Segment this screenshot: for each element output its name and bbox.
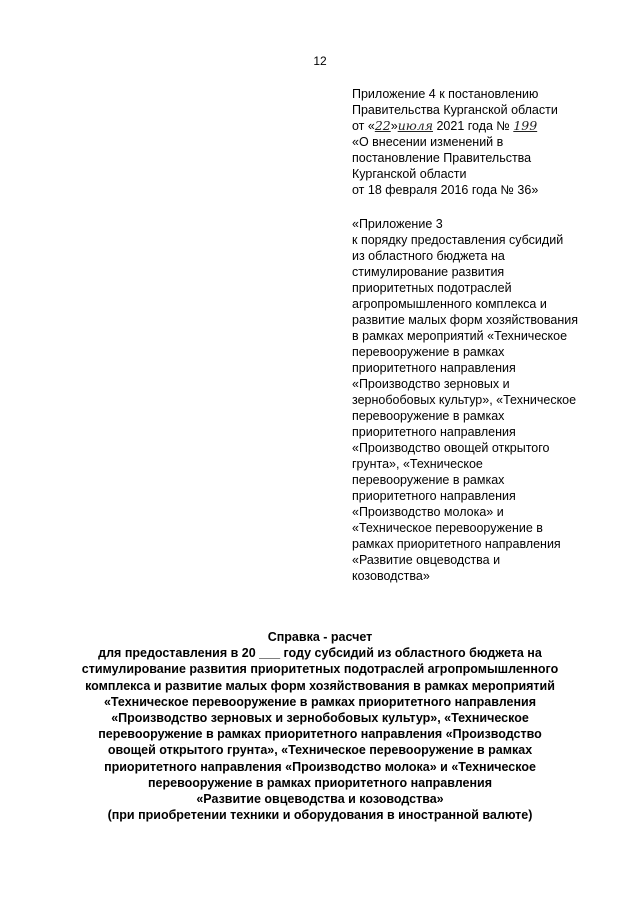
appendix-3-line: «Производство зерновых и (352, 377, 510, 391)
appendix-3-line: перевооружение в рамках (352, 345, 505, 359)
appendix-3-line: зернобобовых культур», «Техническое (352, 393, 577, 407)
title-line: овощей открытого грунта», «Техническое перевооружение в рамках (107, 743, 533, 758)
title-line: «Производство зерновых и зернобобовых культур», «Техническое (111, 710, 529, 725)
document-title (0, 629, 640, 823)
title-line: Справка - расчет (267, 630, 373, 644)
appendix-3-line: приоритетного направления (352, 489, 516, 503)
appendix-4-line: постановление Правительства (352, 151, 532, 165)
title-line: для предоставления в 20 ___ году субсидий из областного бюджета на (98, 646, 542, 661)
handwritten-day: 22 (374, 118, 391, 133)
title-line: (при приобретении техники и оборудования в иностранной валюте) (107, 808, 533, 823)
handwritten-month: июля (397, 118, 433, 133)
appendix-3-line: приоритетных подотраслей (352, 281, 512, 295)
page-number: 12 (313, 54, 327, 68)
appendix-3-line: приоритетного направления (352, 425, 516, 439)
appendix-3-line: развитие малых форм хозяйствования (352, 313, 578, 327)
title-line: перевооружение в рамках приоритетного направления «Производство (98, 727, 542, 742)
appendix-3-line: «Производство молока» и (352, 505, 504, 519)
title-line: комплекса и развитие малых форм хозяйствования в рамках мероприятий (85, 678, 555, 693)
appendix-3-line: «Развитие овцеводства и (352, 553, 501, 567)
appendix-3-line: рамках приоритетного направления (352, 537, 561, 551)
appendix-3-line: грунта», «Техническое (352, 457, 483, 471)
title-line: перевооружение в рамках приоритетного направления (148, 775, 492, 790)
appendix-3-line: козоводства» (352, 569, 430, 583)
appendix-3-line: стимулирование развития (352, 265, 505, 279)
date-mid: » (390, 119, 398, 133)
appendix-3-line: перевооружение в рамках (352, 409, 505, 423)
appendix-3-line: «Техническое перевооружение в (352, 521, 543, 535)
appendix-4-date-line (352, 118, 558, 134)
title-line: «Развитие овцеводства и козоводства» (196, 791, 444, 806)
date-prefix: от « (352, 119, 375, 133)
appendix-3-line: из областного бюджета на (352, 249, 505, 263)
appendix-4-line: Приложение 4 к постановлению (352, 87, 539, 101)
date-suffix: 2021 года № (432, 119, 514, 133)
title-line: стимулирование развития приоритетных подотраслей агропромышленного (81, 662, 559, 677)
appendix-3-line: перевооружение в рамках (352, 473, 505, 487)
title-line: приоритетного направления «Производство молока» и «Техническое (104, 759, 536, 774)
appendix-3-line: агропромышленного комплекса и (352, 297, 547, 311)
appendix-4-line: от 18 февраля 2016 года № 36» (352, 183, 539, 197)
appendix-3-line: в рамках мероприятий «Техническое (352, 329, 568, 343)
appendix-4-header (352, 86, 558, 198)
handwritten-number: 199 (513, 118, 538, 133)
appendix-3-header (352, 216, 578, 584)
appendix-3-line: к порядку предоставления субсидий (352, 233, 564, 247)
appendix-3-line: «Приложение 3 (352, 217, 443, 231)
appendix-4-line: «О внесении изменений в (352, 135, 504, 149)
appendix-3-line: приоритетного направления (352, 361, 516, 375)
appendix-3-line: «Производство овощей открытого (352, 441, 550, 455)
appendix-4-line: Правительства Курганской области (352, 103, 558, 117)
title-line: «Техническое перевооружение в рамках приоритетного направления (103, 694, 537, 709)
appendix-4-line: Курганской области (352, 167, 467, 181)
